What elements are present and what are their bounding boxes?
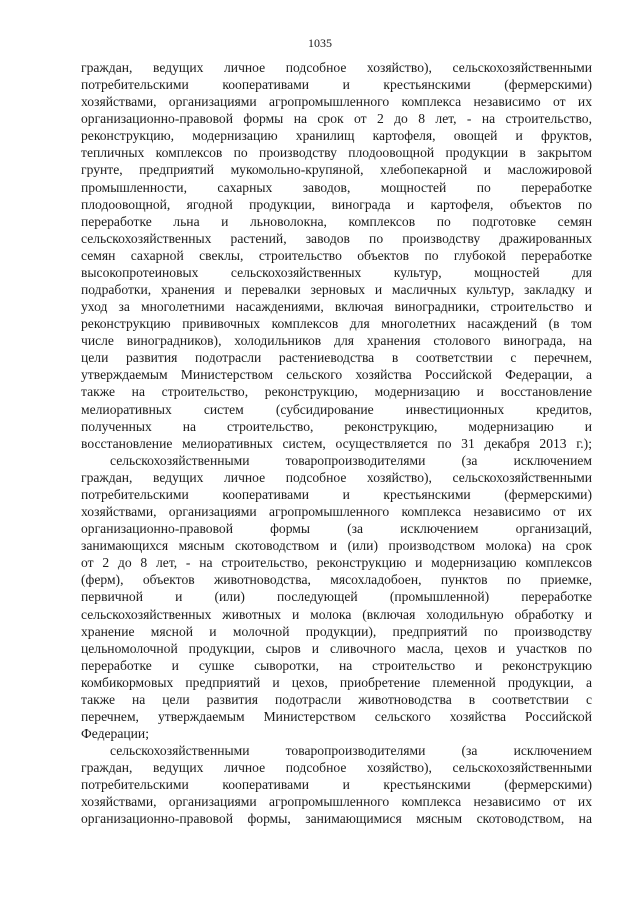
text-line: плодоовощной, ягодной продукции, винограда и картофеля, объектов по xyxy=(81,196,592,212)
text-line: утверждаемым Министерством сельского хозяйства Российской Федерации, а xyxy=(81,367,592,383)
text-line: семян сахарной свеклы, строительство объектов по глубокой переработке xyxy=(81,247,592,263)
text-line: хозяйствами, организациями агропромышленного комплекса независимо от их xyxy=(81,794,592,810)
text-line: реконструкцию прививочных комплексов для многолетних насаждений (в том xyxy=(81,316,592,332)
text-line: реконструкцию, модернизацию хранилищ картофеля, овощей и фруктов, xyxy=(81,128,592,144)
text-line: числе виноградников), холодильников для хранения столового винограда, на xyxy=(81,333,592,349)
text-line: также на строительство, реконструкцию, модернизацию и восстановление xyxy=(81,384,592,400)
text-line: (ферм), объектов животноводства, мясохладобоен, пунктов по приемке, xyxy=(81,572,592,588)
text-line: организационно-правовой формы на срок от 2 до 8 лет, - на строительство, xyxy=(81,111,592,127)
text-line: восстановление мелиоративных систем, осуществляется по 31 декабря 2013 г.); xyxy=(81,435,592,451)
text-line: переработке льна и льноволокна, комплексов по подготовке семян xyxy=(81,213,592,229)
text-line: комбикормовых предприятий и цехов, приобретение племенной продукции, а xyxy=(81,674,592,690)
text-line: граждан, ведущих личное подсобное хозяйство), сельскохозяйственными xyxy=(81,469,592,485)
text-line: потребительскими кооперативами и крестьянскими (фермерскими) xyxy=(81,777,592,793)
text-line: перечнем, утверждаемым Министерством сельского хозяйства Российской xyxy=(81,708,592,724)
text-line: переработке и сушке сыворотки, на строительство и реконструкцию xyxy=(81,657,592,673)
text-line: сельскохозяйственными товаропроизводителями (за исключением xyxy=(110,452,592,468)
text-line: потребительскими кооперативами и крестьянскими (фермерскими) xyxy=(81,486,592,502)
text-line: организационно-правовой формы (за исключением организаций, xyxy=(81,521,592,537)
text-line: хранение мясной и молочной продукции), предприятий по производству xyxy=(81,623,592,639)
paragraph xyxy=(81,59,592,452)
text-line: цели развития подотрасли растениеводства в соответствии с перечнем, xyxy=(81,350,592,366)
text-line: организационно-правовой формы, занимающимися мясным скотоводством, на xyxy=(81,811,592,827)
text-line: хозяйствами, организациями агропромышленного комплекса независимо от их xyxy=(81,94,592,110)
paragraph xyxy=(81,452,592,742)
text-line: Федерации; xyxy=(81,726,149,742)
text-line: хозяйствами, организациями агропромышленного комплекса независимо от их xyxy=(81,504,592,520)
text-line: цельномолочной продукции, сыров и сливочного масла, цехов и участков по xyxy=(81,640,592,656)
text-line: граждан, ведущих личное подсобное хозяйство), сельскохозяйственными xyxy=(81,60,592,75)
text-line: грунте, предприятий мукомольно-крупяной, хлебопекарной и масложировой xyxy=(81,162,592,178)
text-line: от 2 до 8 лет, - на строительство, реконструкцию и модернизацию комплексов xyxy=(81,555,592,571)
text-line: первичной и (или) последующей (промышленной) переработке xyxy=(81,589,592,605)
text-line: сельскохозяйственными товаропроизводителями (за исключением xyxy=(110,743,592,759)
text-line: высокопротеиновых сельскохозяйственных культур, мощностей для xyxy=(81,264,592,280)
text-line: занимающихся мясным скотоводством и (или) производством молока) на срок xyxy=(81,538,592,554)
page-number: 1035 xyxy=(308,36,332,50)
document-body xyxy=(81,59,592,828)
text-line: сельскохозяйственных растений, заводов по производству дражированных xyxy=(81,230,592,246)
text-line: также на цели развития подотрасли животноводства в соответствии с xyxy=(81,691,592,707)
text-line: тепличных комплексов по производству плодоовощной продукции в закрытом xyxy=(81,145,592,161)
text-line: промышленности, сахарных заводов, мощностей по переработке xyxy=(81,179,592,195)
text-line: полученных на строительство, реконструкцию, модернизацию и xyxy=(81,418,592,434)
text-line: потребительскими кооперативами и крестьянскими (фермерскими) xyxy=(81,77,592,93)
text-line: сельскохозяйственных животных и молока (включая холодильную обработку и xyxy=(81,606,592,622)
text-line: подработки, хранения и перевалки зерновых и масличных культур, закладку и xyxy=(81,282,592,298)
text-line: мелиоративных систем (субсидирование инвестиционных кредитов, xyxy=(81,401,592,417)
text-line: уход за многолетними насаждениями, включая виноградники, строительство и xyxy=(81,299,592,315)
paragraph xyxy=(81,742,592,827)
text-line: граждан, ведущих личное подсобное хозяйство), сельскохозяйственными xyxy=(81,760,592,776)
